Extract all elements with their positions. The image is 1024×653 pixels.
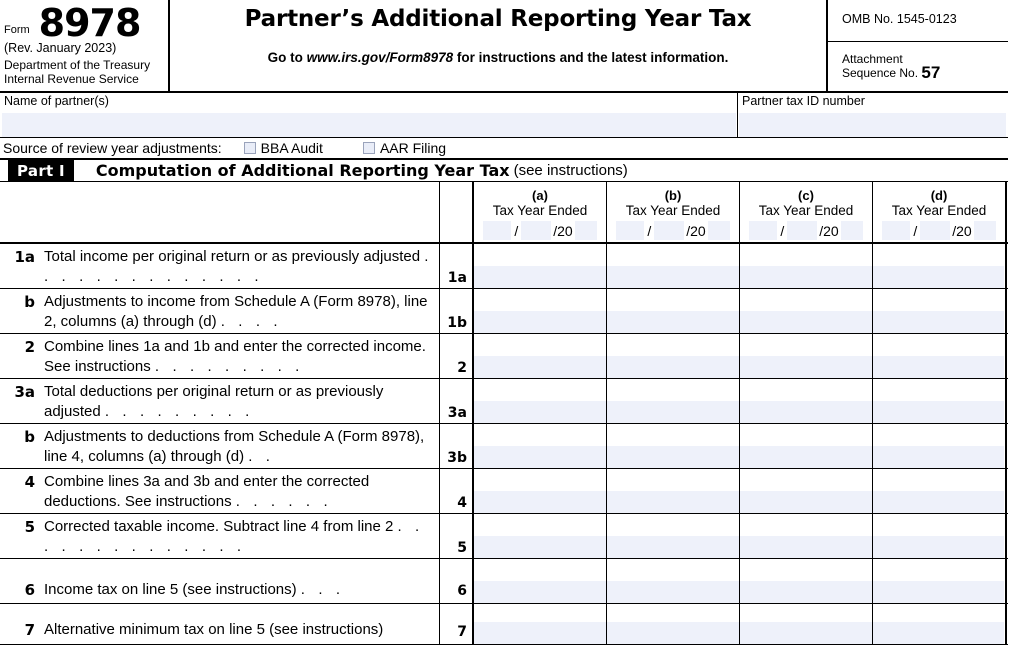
line-4-ref-cell — [440, 469, 474, 513]
date-separator-b: / — [647, 222, 652, 239]
line-4-value-b[interactable] — [607, 469, 740, 513]
line-3b-input-c[interactable] — [740, 446, 872, 468]
line-1a-leader: . . . . . . . . . . . . . . — [44, 248, 433, 285]
line-3b-text-1: Adjustments to deductions from Schedule A — [44, 428, 334, 445]
bba-audit-label: BBA Audit — [260, 140, 323, 156]
line-2-ref: 2 — [457, 360, 467, 376]
attachment-sequence-block — [828, 42, 1008, 91]
goto-url[interactable]: www.irs.gov/Form8978 — [306, 50, 454, 65]
line-3a-value-c[interactable] — [740, 379, 873, 423]
line-3b-value-c[interactable] — [740, 424, 873, 468]
department-line-1: Department of the Treasury — [4, 58, 151, 72]
line-4-number: 4 — [24, 473, 35, 491]
line-3b-input-d[interactable] — [873, 446, 1004, 468]
year-prefix-c: /20 — [819, 222, 839, 239]
line-3b-text — [44, 427, 439, 468]
tax-year-year-input-a[interactable] — [575, 221, 597, 240]
tax-year-ended-date-b[interactable] — [607, 221, 739, 240]
line-1b-text — [44, 292, 439, 333]
line-4-ref: 4 — [457, 495, 467, 511]
column-letter-d: (d) — [930, 188, 948, 203]
line-5-ref-cell — [440, 514, 474, 558]
line-1b-leader: . . . . — [220, 313, 283, 330]
tax-year-month-input-c[interactable] — [749, 221, 777, 240]
part-1-tag: Part I — [8, 160, 74, 181]
name-of-partners-field[interactable] — [0, 93, 738, 137]
line-6-input-d[interactable] — [873, 581, 1004, 603]
column-letter-b: (b) — [664, 188, 682, 203]
part-1-title-text: Computation of Additional Reporting Year Tax — [95, 161, 510, 180]
line-4-input-a[interactable] — [474, 491, 606, 513]
line-5-text-1: Corrected taxable income. Subtract line 4 from — [44, 518, 354, 535]
department-line-2: Internal Revenue Service — [4, 71, 139, 86]
part-1-title-note: (see instructions) — [513, 162, 628, 179]
line-1a-value-a[interactable] — [474, 244, 607, 288]
line-4-value-d[interactable] — [873, 469, 1007, 513]
line-6-leader: . . . — [300, 581, 345, 598]
line-1a-input-c[interactable] — [740, 266, 872, 288]
line-3a-value-d[interactable] — [873, 379, 1007, 423]
line-1b-value-b[interactable] — [607, 289, 740, 333]
line-4-value-c[interactable] — [740, 469, 873, 513]
form-word-label: Form — [4, 24, 30, 36]
source-of-review-year-adjustments-row — [0, 138, 1008, 160]
goto-prefix: Go to — [267, 50, 307, 65]
line-ref-column-header — [440, 182, 474, 242]
source-label: Source of review year adjustments: — [3, 140, 222, 156]
line-1a-text — [44, 247, 439, 288]
page-title: Partner’s Additional Reporting Year Tax — [244, 6, 752, 32]
date-separator-d: / — [913, 222, 918, 239]
line-7-value-d[interactable] — [873, 604, 1007, 644]
date-separator-a: / — [514, 222, 519, 239]
line-4-text-2: deductions. See instructions . . . . . . — [44, 493, 333, 510]
attachment-label-line-2 — [842, 63, 1008, 82]
line-6-value-a[interactable] — [474, 559, 607, 603]
tax-year-month-input-d[interactable] — [882, 221, 910, 240]
line-4-input-b[interactable] — [607, 491, 739, 513]
line-6-input-b[interactable] — [607, 581, 739, 603]
line-5-input-b[interactable] — [607, 536, 739, 558]
aar-filing-checkbox[interactable] — [363, 142, 375, 154]
line-1a-ref: 1a — [447, 270, 467, 286]
line-1a-text-1: Total income per original return or as previously — [44, 248, 360, 265]
form-number-row — [4, 1, 164, 45]
line-2-input-c[interactable] — [740, 356, 872, 378]
column-header-d — [873, 182, 1007, 242]
line-5-text — [44, 517, 439, 558]
line-4-input-d[interactable] — [873, 491, 1004, 513]
line-1b-value-c[interactable] — [740, 289, 873, 333]
line-1a-number: 1a — [14, 248, 35, 266]
description-column-header — [0, 182, 440, 242]
attachment-label-line-1: Attachment — [842, 52, 903, 66]
line-7-value-c[interactable] — [740, 604, 873, 644]
tax-year-day-input-d[interactable] — [920, 221, 950, 240]
line-7-value-b[interactable] — [607, 604, 740, 644]
tax-year-day-input-a[interactable] — [521, 221, 551, 240]
line-2-input-b[interactable] — [607, 356, 739, 378]
line-7-number: 7 — [24, 621, 35, 639]
year-prefix-a: /20 — [553, 222, 573, 239]
form-number: 8978 — [38, 1, 141, 45]
line-2-value-b[interactable] — [607, 334, 740, 378]
line-7-input-d[interactable] — [873, 622, 1004, 644]
line-5-description — [0, 514, 440, 558]
form-identity-block — [0, 0, 170, 91]
table-column-header-row — [0, 182, 1008, 244]
line-1b-input-d[interactable] — [873, 311, 1004, 333]
line-3a-description — [0, 379, 440, 423]
line-2-input-a[interactable] — [474, 356, 606, 378]
line-7-ref: 7 — [457, 624, 467, 640]
name-of-partners-input[interactable] — [2, 113, 736, 137]
tax-year-month-input-a[interactable] — [483, 221, 511, 240]
line-1a-value-d[interactable] — [873, 244, 1007, 288]
line-2-leader: . . . . . . . . . — [154, 358, 304, 375]
line-1a-text-2: adjusted . . . . . . . . . . . . . . — [44, 248, 433, 285]
table-row — [0, 334, 1008, 379]
line-4-description — [0, 469, 440, 513]
table-row — [0, 379, 1008, 424]
line-3a-leader: . . . . . . . . . — [104, 403, 254, 420]
year-prefix-d: /20 — [952, 222, 972, 239]
tax-year-ended-date-d[interactable] — [873, 221, 1005, 240]
attachment-label-text: Sequence No. — [842, 66, 919, 80]
tax-year-year-input-c[interactable] — [841, 221, 863, 240]
table-row — [0, 469, 1008, 514]
column-caption-d: Tax Year Ended — [891, 203, 987, 218]
line-2-value-a[interactable] — [474, 334, 607, 378]
line-1b-input-b[interactable] — [607, 311, 739, 333]
column-letter-a: (a) — [532, 188, 548, 203]
line-3a-text-1: Total deductions per original return or as — [44, 383, 312, 400]
line-7-input-a[interactable] — [474, 622, 606, 644]
line-4-value-a[interactable] — [474, 469, 607, 513]
line-6-input-a[interactable] — [474, 581, 606, 603]
line-3a-ref: 3a — [447, 405, 467, 421]
line-5-ref: 5 — [457, 540, 467, 556]
bba-audit-checkbox[interactable] — [244, 142, 256, 154]
line-3a-text — [44, 382, 439, 423]
line-7-input-b[interactable] — [607, 622, 739, 644]
partner-tax-id-label: Partner tax ID number — [742, 94, 865, 108]
line-5-leader: . . . . . . . . . . . . . . — [44, 518, 424, 555]
tax-year-month-input-b[interactable] — [616, 221, 644, 240]
line-2-value-c[interactable] — [740, 334, 873, 378]
form-title-block — [170, 0, 828, 91]
line-6-number: 6 — [24, 581, 35, 599]
column-header-b — [607, 182, 740, 242]
tax-year-ended-date-a[interactable] — [474, 221, 606, 240]
computation-table — [0, 182, 1008, 645]
line-6-input-c[interactable] — [740, 581, 872, 603]
line-6-value-d[interactable] — [873, 559, 1007, 603]
table-row — [0, 424, 1008, 469]
line-3b-value-a[interactable] — [474, 424, 607, 468]
line-1b-number: b — [24, 293, 35, 311]
line-5-input-c[interactable] — [740, 536, 872, 558]
goto-suffix: for instructions and the latest information. — [453, 50, 729, 65]
aar-filing-label: AAR Filing — [379, 140, 447, 156]
tax-year-year-input-d[interactable] — [974, 221, 996, 240]
line-5-input-d[interactable] — [873, 536, 1004, 558]
line-5-value-b[interactable] — [607, 514, 740, 558]
partner-identity-row — [0, 93, 1008, 138]
line-3a-ref-cell — [440, 379, 474, 423]
line-3a-input-d[interactable] — [873, 401, 1004, 423]
line-5-number: 5 — [24, 518, 35, 536]
line-3b-ref: 3b — [447, 450, 467, 466]
column-header-a — [474, 182, 607, 242]
line-1b-ref-cell — [440, 289, 474, 333]
aar-filing-option[interactable] — [363, 140, 446, 156]
name-of-partners-label: Name of partner(s) — [4, 94, 109, 108]
tax-year-day-input-c[interactable] — [787, 221, 817, 240]
tax-year-ended-date-c[interactable] — [740, 221, 872, 240]
line-3a-input-a[interactable] — [474, 401, 606, 423]
omb-number: OMB No. 1545-0123 — [828, 0, 1008, 42]
line-2-text-1: Combine lines 1a and 1b and enter the corrected — [44, 338, 370, 355]
form-header — [0, 0, 1008, 93]
line-4-text-1: Combine lines 3a and 3b and enter the corrected — [44, 473, 370, 490]
line-7-description — [0, 604, 440, 644]
line-5-value-a[interactable] — [474, 514, 607, 558]
line-4-leader: . . . . . . — [235, 493, 333, 510]
line-1a-input-a[interactable] — [474, 266, 606, 288]
line-3b-value-b[interactable] — [607, 424, 740, 468]
line-5-value-d[interactable] — [873, 514, 1007, 558]
form-revision-date: (Rev. January 2023) — [4, 41, 117, 55]
line-2-number: 2 — [24, 338, 35, 356]
line-1b-input-a[interactable] — [474, 311, 606, 333]
line-4-text — [44, 472, 439, 513]
attachment-sequence-number: 57 — [921, 63, 941, 82]
table-row — [0, 604, 1008, 645]
line-3a-input-b[interactable] — [607, 401, 739, 423]
column-header-c — [740, 182, 873, 242]
line-3a-input-c[interactable] — [740, 401, 872, 423]
table-row — [0, 559, 1008, 604]
column-caption-a: Tax Year Ended — [492, 203, 588, 218]
column-letter-c: (c) — [798, 188, 814, 203]
line-7-text: Alternative minimum tax on line 5 (see instructions) — [44, 621, 384, 638]
partner-tax-id-input[interactable] — [739, 113, 1006, 137]
line-1b-text-1: Adjustments to income from Schedule A (Form — [44, 293, 354, 310]
line-6-ref: 6 — [457, 583, 467, 599]
line-1b-ref: 1b — [447, 315, 467, 331]
line-5-input-a[interactable] — [474, 536, 606, 558]
line-6-value-b[interactable] — [607, 559, 740, 603]
line-2-text-2: income. See instructions . . . . . . . . . — [44, 338, 426, 375]
line-1b-input-c[interactable] — [740, 311, 872, 333]
line-2-value-d[interactable] — [873, 334, 1007, 378]
line-6-text-1: Income tax on line 5 (see instructions) — [44, 581, 297, 598]
line-3b-number: b — [24, 428, 35, 446]
line-1a-value-b[interactable] — [607, 244, 740, 288]
column-caption-c: Tax Year Ended — [758, 203, 854, 218]
line-3a-number: 3a — [14, 383, 35, 401]
year-prefix-b: /20 — [686, 222, 706, 239]
line-5-text-2: line 2 . . . . . . . . . . . . . . — [44, 518, 424, 555]
line-1b-description — [0, 289, 440, 333]
line-1a-ref-cell — [440, 244, 474, 288]
line-3b-description — [0, 424, 440, 468]
line-6-value-c[interactable] — [740, 559, 873, 603]
line-1a-description — [0, 244, 440, 288]
line-3b-text-2: (Form 8978), line 4, columns (a) through (d) . . — [44, 428, 425, 465]
line-2-description — [0, 334, 440, 378]
line-7-input-c[interactable] — [740, 622, 872, 644]
tax-year-day-input-b[interactable] — [654, 221, 684, 240]
line-3a-value-a[interactable] — [474, 379, 607, 423]
table-row — [0, 514, 1008, 559]
line-3a-value-b[interactable] — [607, 379, 740, 423]
line-3a-text-2: previously adjusted . . . . . . . . . — [44, 383, 384, 420]
line-1a-input-d[interactable] — [873, 266, 1004, 288]
line-3b-input-b[interactable] — [607, 446, 739, 468]
line-6-text — [44, 580, 439, 600]
column-caption-b: Tax Year Ended — [625, 203, 721, 218]
line-1a-value-c[interactable] — [740, 244, 873, 288]
line-1b-value-d[interactable] — [873, 289, 1007, 333]
table-row — [0, 289, 1008, 334]
line-6-ref-cell — [440, 559, 474, 603]
bba-audit-option[interactable] — [244, 140, 323, 156]
line-7-ref-cell — [440, 604, 474, 644]
line-3b-input-a[interactable] — [474, 446, 606, 468]
line-3b-value-d[interactable] — [873, 424, 1007, 468]
part-1-header — [0, 160, 1008, 182]
line-2-ref-cell — [440, 334, 474, 378]
date-separator-c: / — [780, 222, 785, 239]
omb-block — [828, 0, 1008, 91]
line-6-description — [0, 559, 440, 603]
line-2-input-d[interactable] — [873, 356, 1004, 378]
line-7-value-a[interactable] — [474, 604, 607, 644]
line-3b-leader: . . — [248, 448, 275, 465]
line-1b-value-a[interactable] — [474, 289, 607, 333]
part-1-title — [96, 160, 628, 181]
goto-instructions-line — [170, 50, 826, 65]
partner-tax-id-field[interactable] — [738, 93, 1008, 137]
line-1b-text-2: 8978), line 2, columns (a) through (d) . . . . — [44, 293, 428, 330]
line-2-text — [44, 337, 439, 378]
line-3b-ref-cell — [440, 424, 474, 468]
line-1a-input-b[interactable] — [607, 266, 739, 288]
line-4-input-c[interactable] — [740, 491, 872, 513]
tax-year-year-input-b[interactable] — [708, 221, 730, 240]
line-5-value-c[interactable] — [740, 514, 873, 558]
table-row — [0, 244, 1008, 289]
